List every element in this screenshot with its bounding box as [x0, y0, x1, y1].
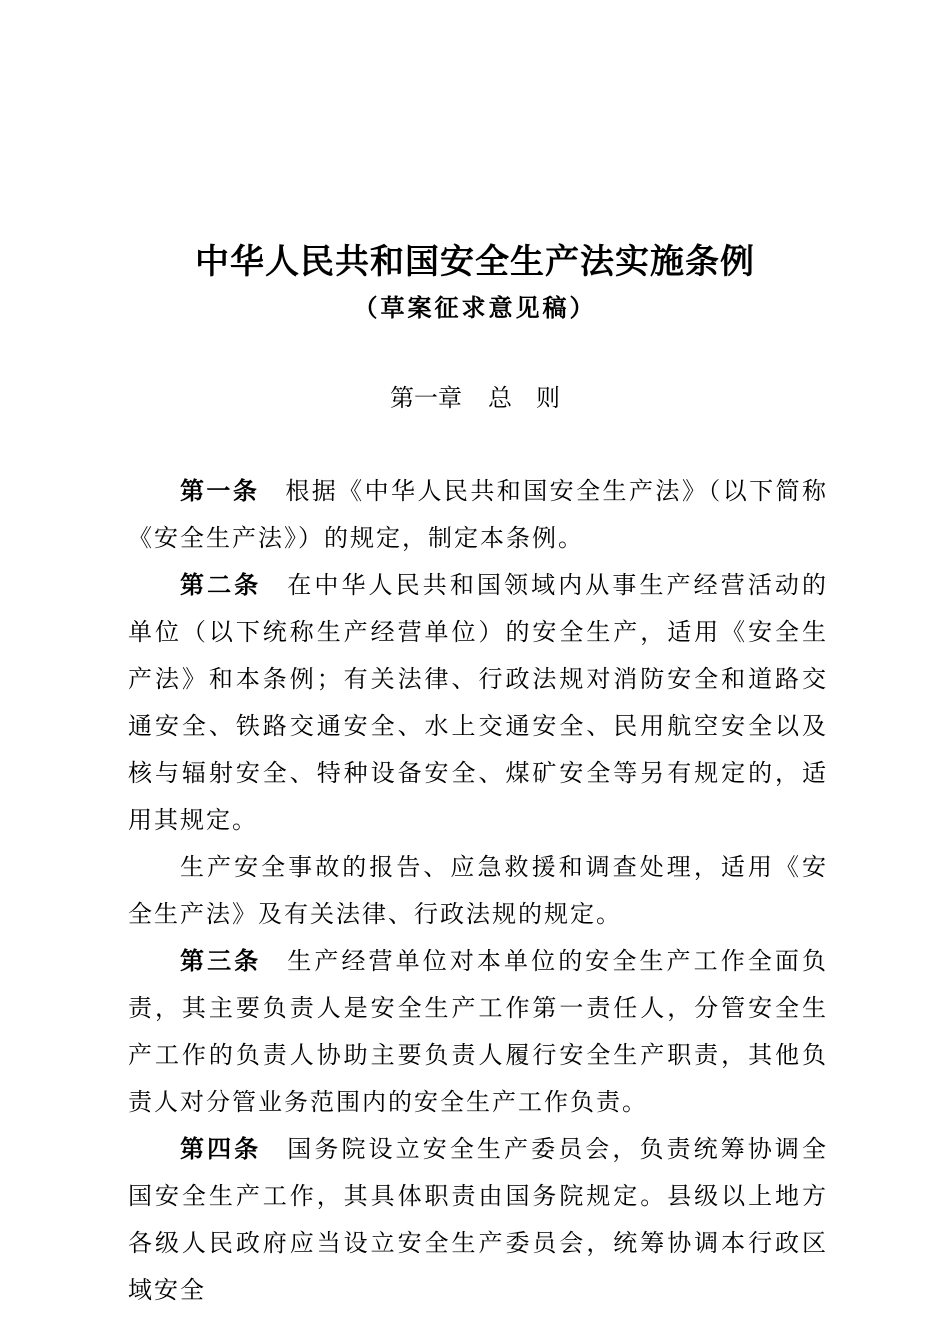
article-text: 生产经营单位对本单位的安全生产工作全面负责，其主要负责人是安全生产工作第一责任人，分管安全生产工作的负责人协助主要负责人履行安全生产职责，其他负责人对分管业务范围内的安全生产工作负责。 [128, 947, 829, 1116]
article-text: 生产安全事故的报告、应急救援和调查处理，适用《安全生产法》及有关法律、行政法规的规定。 [128, 853, 828, 928]
article-text: 根据《中华人民共和国安全生产法》（以下简称《安全生产法》）的规定，制定本条例。 [128, 477, 829, 552]
article-paragraph [128, 938, 828, 1126]
article-text: 国务院设立安全生产委员会，负责统筹协调全国安全生产工作，其具体职责由国务院规定。县级以上地方各级人民政府应当设立安全生产委员会，统筹协调本行政区域安全 [128, 1135, 829, 1304]
article-paragraph [128, 468, 828, 562]
document-subtitle: （草案征求意见稿） [353, 294, 597, 322]
article-number: 第四条 [180, 1135, 262, 1163]
article-paragraph [128, 844, 828, 938]
article-paragraph [128, 1126, 828, 1314]
article-text: 在中华人民共和国领域内从事生产经营活动的单位（以下统称生产经营单位）的安全生产，适用《安全生产法》和本条例；有关法律、行政法规对消防安全和道路交通安全、铁路交通安全、水上交通安全、民用航空安全以及核与辐射安全、特种设备安全、煤矿安全等另有规定的，适用其规定。 [128, 571, 829, 834]
article-number: 第一条 [180, 477, 260, 505]
document-body [128, 468, 828, 1314]
chapter-number: 第一章 [390, 384, 462, 412]
document-title: 中华人民共和国安全生产法实施条例 [195, 242, 755, 282]
chapter-heading [0, 378, 950, 418]
article-number: 第二条 [180, 571, 262, 599]
article-paragraph [128, 562, 828, 844]
article-number: 第三条 [180, 947, 262, 975]
chapter-name: 总 则 [488, 384, 560, 412]
